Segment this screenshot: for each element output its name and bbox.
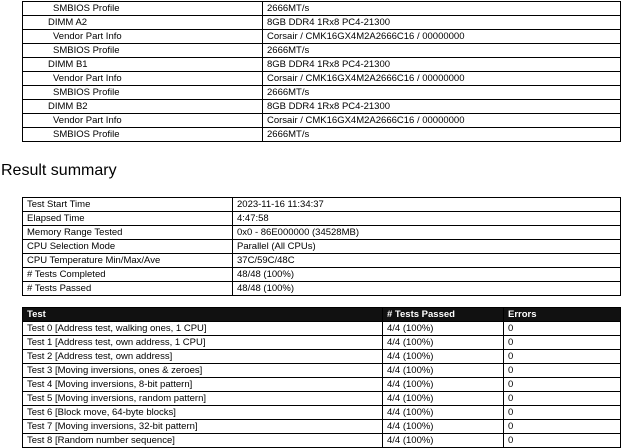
spd-key: SMBIOS Profile <box>23 44 263 58</box>
test-passed: 4/4 (100%) <box>383 350 504 364</box>
result-summary-table <box>22 197 621 296</box>
spd-key: SMBIOS Profile <box>23 86 263 100</box>
summary-key: Test Start Time <box>23 198 233 212</box>
test-errors: 0 <box>504 350 621 364</box>
tests-passed-column-header: # Tests Passed <box>383 308 504 322</box>
spd-row <box>23 58 621 72</box>
test-name: Test 7 [Moving inversions, 32-bit pattern] <box>23 420 383 434</box>
test-row <box>23 392 621 406</box>
spd-key: Vendor Part Info <box>23 72 263 86</box>
spd-value: Corsair / CMK16GX4M2A2666C16 / 00000000 <box>263 30 621 44</box>
summary-key: CPU Temperature Min/Max/Ave <box>23 254 233 268</box>
summary-value: 0x0 - 86E000000 (34528MB) <box>233 226 621 240</box>
errors-column-header: Errors <box>504 308 621 322</box>
test-name: Test 5 [Moving inversions, random pattern] <box>23 392 383 406</box>
test-errors: 0 <box>504 336 621 350</box>
test-passed: 4/4 (100%) <box>383 420 504 434</box>
summary-row <box>23 254 621 268</box>
summary-row <box>23 282 621 296</box>
test-passed: 4/4 (100%) <box>383 392 504 406</box>
spd-row <box>23 100 621 114</box>
test-name: Test 3 [Moving inversions, ones & zeroes] <box>23 364 383 378</box>
spd-value: Corsair / CMK16GX4M2A2666C16 / 00000000 <box>263 114 621 128</box>
spd-value: 2666MT/s <box>263 44 621 58</box>
spd-row <box>23 128 621 142</box>
test-name: Test 2 [Address test, own address] <box>23 350 383 364</box>
tests-table <box>22 307 621 448</box>
test-name: Test 1 [Address test, own address, 1 CPU] <box>23 336 383 350</box>
spd-value: 2666MT/s <box>263 86 621 100</box>
test-name: Test 0 [Address test, walking ones, 1 CPU] <box>23 322 383 336</box>
test-errors: 0 <box>504 434 621 448</box>
test-name: Test 8 [Random number sequence] <box>23 434 383 448</box>
spd-row <box>23 2 621 16</box>
summary-value: 2023-11-16 11:34:37 <box>233 198 621 212</box>
summary-value: 48/48 (100%) <box>233 268 621 282</box>
spd-key: Vendor Part Info <box>23 114 263 128</box>
spd-value: 8GB DDR4 1Rx8 PC4-21300 <box>263 58 621 72</box>
test-passed: 4/4 (100%) <box>383 434 504 448</box>
test-row <box>23 434 621 448</box>
spd-key: DIMM A2 <box>23 16 263 30</box>
spd-row <box>23 44 621 58</box>
spd-value: 2666MT/s <box>263 2 621 16</box>
test-errors: 0 <box>504 406 621 420</box>
spd-value: Corsair / CMK16GX4M2A2666C16 / 00000000 <box>263 72 621 86</box>
test-name: Test 4 [Moving inversions, 8-bit pattern] <box>23 378 383 392</box>
summary-value: 48/48 (100%) <box>233 282 621 296</box>
spd-row <box>23 86 621 100</box>
summary-key: # Tests Passed <box>23 282 233 296</box>
test-row <box>23 350 621 364</box>
test-errors: 0 <box>504 322 621 336</box>
test-name: Test 6 [Block move, 64-byte blocks] <box>23 406 383 420</box>
test-errors: 0 <box>504 364 621 378</box>
result-summary-heading: Result summary <box>1 162 117 179</box>
tests-header-row <box>23 308 621 322</box>
summary-value: 4:47:58 <box>233 212 621 226</box>
spd-value: 8GB DDR4 1Rx8 PC4-21300 <box>263 100 621 114</box>
test-errors: 0 <box>504 378 621 392</box>
summary-row <box>23 226 621 240</box>
spd-key: SMBIOS Profile <box>23 128 263 142</box>
spd-key: SMBIOS Profile <box>23 2 263 16</box>
summary-row <box>23 268 621 282</box>
summary-value: 37C/59C/48C <box>233 254 621 268</box>
test-row <box>23 378 621 392</box>
test-passed: 4/4 (100%) <box>383 364 504 378</box>
test-row <box>23 364 621 378</box>
spd-row <box>23 114 621 128</box>
summary-key: # Tests Completed <box>23 268 233 282</box>
test-passed: 4/4 (100%) <box>383 378 504 392</box>
spd-row <box>23 30 621 44</box>
test-row <box>23 322 621 336</box>
test-passed: 4/4 (100%) <box>383 322 504 336</box>
test-row <box>23 406 621 420</box>
spd-row <box>23 16 621 30</box>
summary-key: CPU Selection Mode <box>23 240 233 254</box>
spd-key: DIMM B2 <box>23 100 263 114</box>
summary-value: Parallel (All CPUs) <box>233 240 621 254</box>
summary-key: Memory Range Tested <box>23 226 233 240</box>
summary-row <box>23 212 621 226</box>
summary-row <box>23 198 621 212</box>
test-errors: 0 <box>504 392 621 406</box>
spd-row <box>23 72 621 86</box>
spd-key: Vendor Part Info <box>23 30 263 44</box>
summary-row <box>23 240 621 254</box>
test-errors: 0 <box>504 420 621 434</box>
test-row <box>23 420 621 434</box>
spd-key: DIMM B1 <box>23 58 263 72</box>
spd-value: 2666MT/s <box>263 128 621 142</box>
summary-key: Elapsed Time <box>23 212 233 226</box>
spd-value: 8GB DDR4 1Rx8 PC4-21300 <box>263 16 621 30</box>
test-row <box>23 336 621 350</box>
test-passed: 4/4 (100%) <box>383 406 504 420</box>
spd-table <box>22 1 621 142</box>
test-passed: 4/4 (100%) <box>383 336 504 350</box>
test-column-header: Test <box>23 308 383 322</box>
